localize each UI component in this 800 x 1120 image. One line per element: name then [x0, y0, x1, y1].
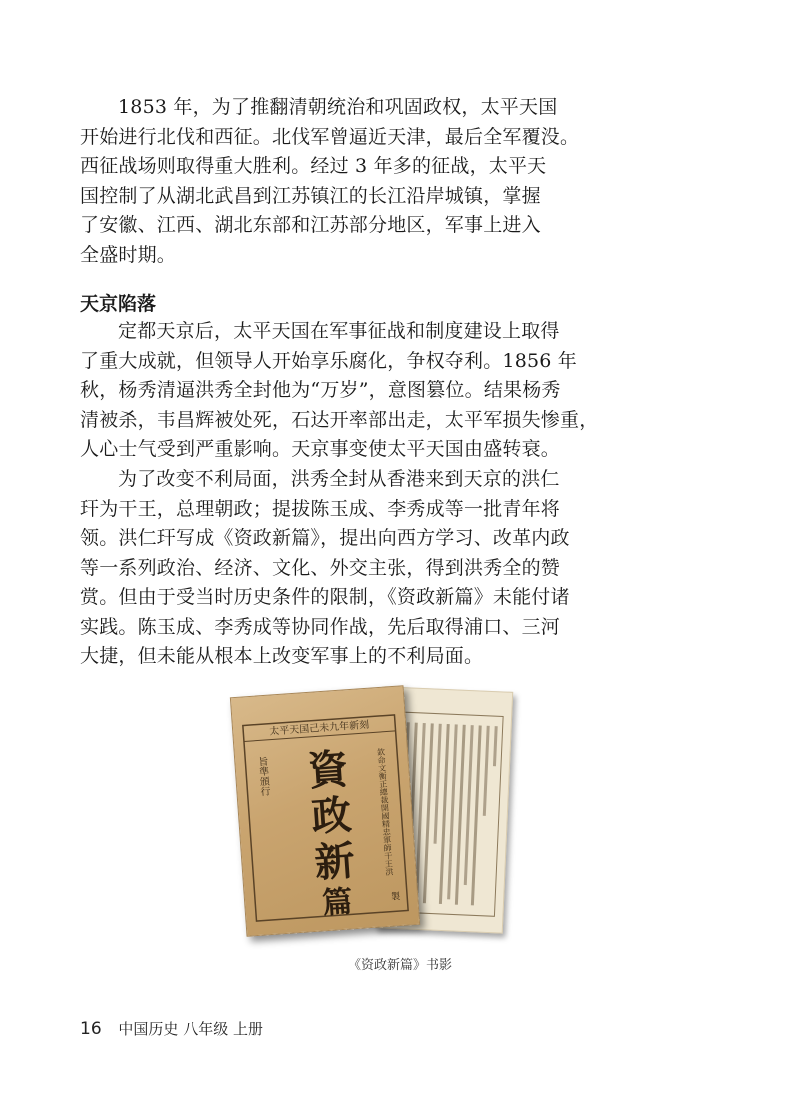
text-line: 开始进行北伐和西征。北伐军曾逼近天津，最后全军覆没。 — [80, 125, 580, 148]
text-line: 大捷，但未能从根本上改变军事上的不利局面。 — [80, 645, 484, 667]
page-footer — [80, 1018, 263, 1039]
page-number: 16 — [80, 1019, 102, 1039]
text-line: 了重大成就，但领导人开始享乐腐化，争权夺利。1856 年 — [80, 349, 577, 372]
text-line: 了安徽、江西、湖北东部和江苏部分地区，军事上进入 — [80, 214, 541, 236]
text-line: 定都天京后，太平天国在军事征战和制度建设上取得 — [118, 320, 560, 342]
figure-caption: 《资政新篇》书影 — [347, 958, 452, 973]
book-photo-zizheng-xinpian — [232, 683, 522, 945]
cover-left-column-text: 旨準頒行 — [255, 755, 270, 797]
text-line: 秋，杨秀清逼洪秀全封他为“万岁”，意图篡位。结果杨秀 — [80, 379, 561, 401]
book-cover — [230, 685, 420, 937]
text-line: 西征战场则取得重大胜利。经过 3 年多的征战，太平天 — [80, 155, 547, 177]
paragraph-hong-rengan-reforms — [80, 465, 570, 672]
paragraph-north-west-campaigns — [80, 93, 580, 270]
book-title: 中国历史 八年级 上册 — [118, 1020, 263, 1038]
book-cover-print — [231, 686, 419, 935]
text-line: 全盛时期。 — [80, 243, 177, 266]
cover-title-char: 新 — [312, 837, 357, 887]
text-line: 人心士气受到严重影响。天京事变使太平天国由盛转衰。 — [80, 438, 561, 460]
paragraph-tianjing-incident — [80, 317, 599, 465]
cover-top-text: 太平天国己未九年新刻 — [268, 719, 370, 738]
cover-seal-text: 製 — [390, 891, 401, 903]
cover-title-char: 篇 — [321, 884, 354, 922]
text-line: 玕为干王，总理朝政；提拔陈玉成、李秀成等一批青年将 — [80, 497, 561, 520]
text-line: 清被杀，韦昌辉被处死，石达开率部出走，太平军损失惨重， — [80, 408, 599, 431]
text-line: 为了改变不利局面，洪秀全封从香港来到天京的洪仁 — [118, 468, 560, 490]
section-heading: 天京陷落 — [80, 293, 157, 315]
text-line: 领。洪仁玕写成《资政新篇》，提出向西方学习、改革内政 — [80, 527, 570, 549]
text-line: 国控制了从湖北武昌到江苏镇江的长江沿岸城镇，掌握 — [80, 184, 541, 207]
text-line: 赏。但由于受当时历史条件的限制，《资政新篇》未能付诸 — [80, 586, 570, 608]
text-line: 1853 年，为了推翻清朝统治和巩固政权，太平天国 — [118, 96, 558, 118]
text-line: 等一系列政治、经济、文化、外交主张，得到洪秀全的赞 — [80, 556, 561, 579]
text-line: 实践。陈玉成、李秀成等协同作战，先后取得浦口、三河 — [80, 615, 561, 638]
cover-right-column-text: 欽命文衡正總裁開國精忠軍師干王洪 — [376, 747, 395, 876]
cover-title-char: 資 — [306, 745, 350, 796]
cover-title-char: 政 — [309, 791, 353, 841]
